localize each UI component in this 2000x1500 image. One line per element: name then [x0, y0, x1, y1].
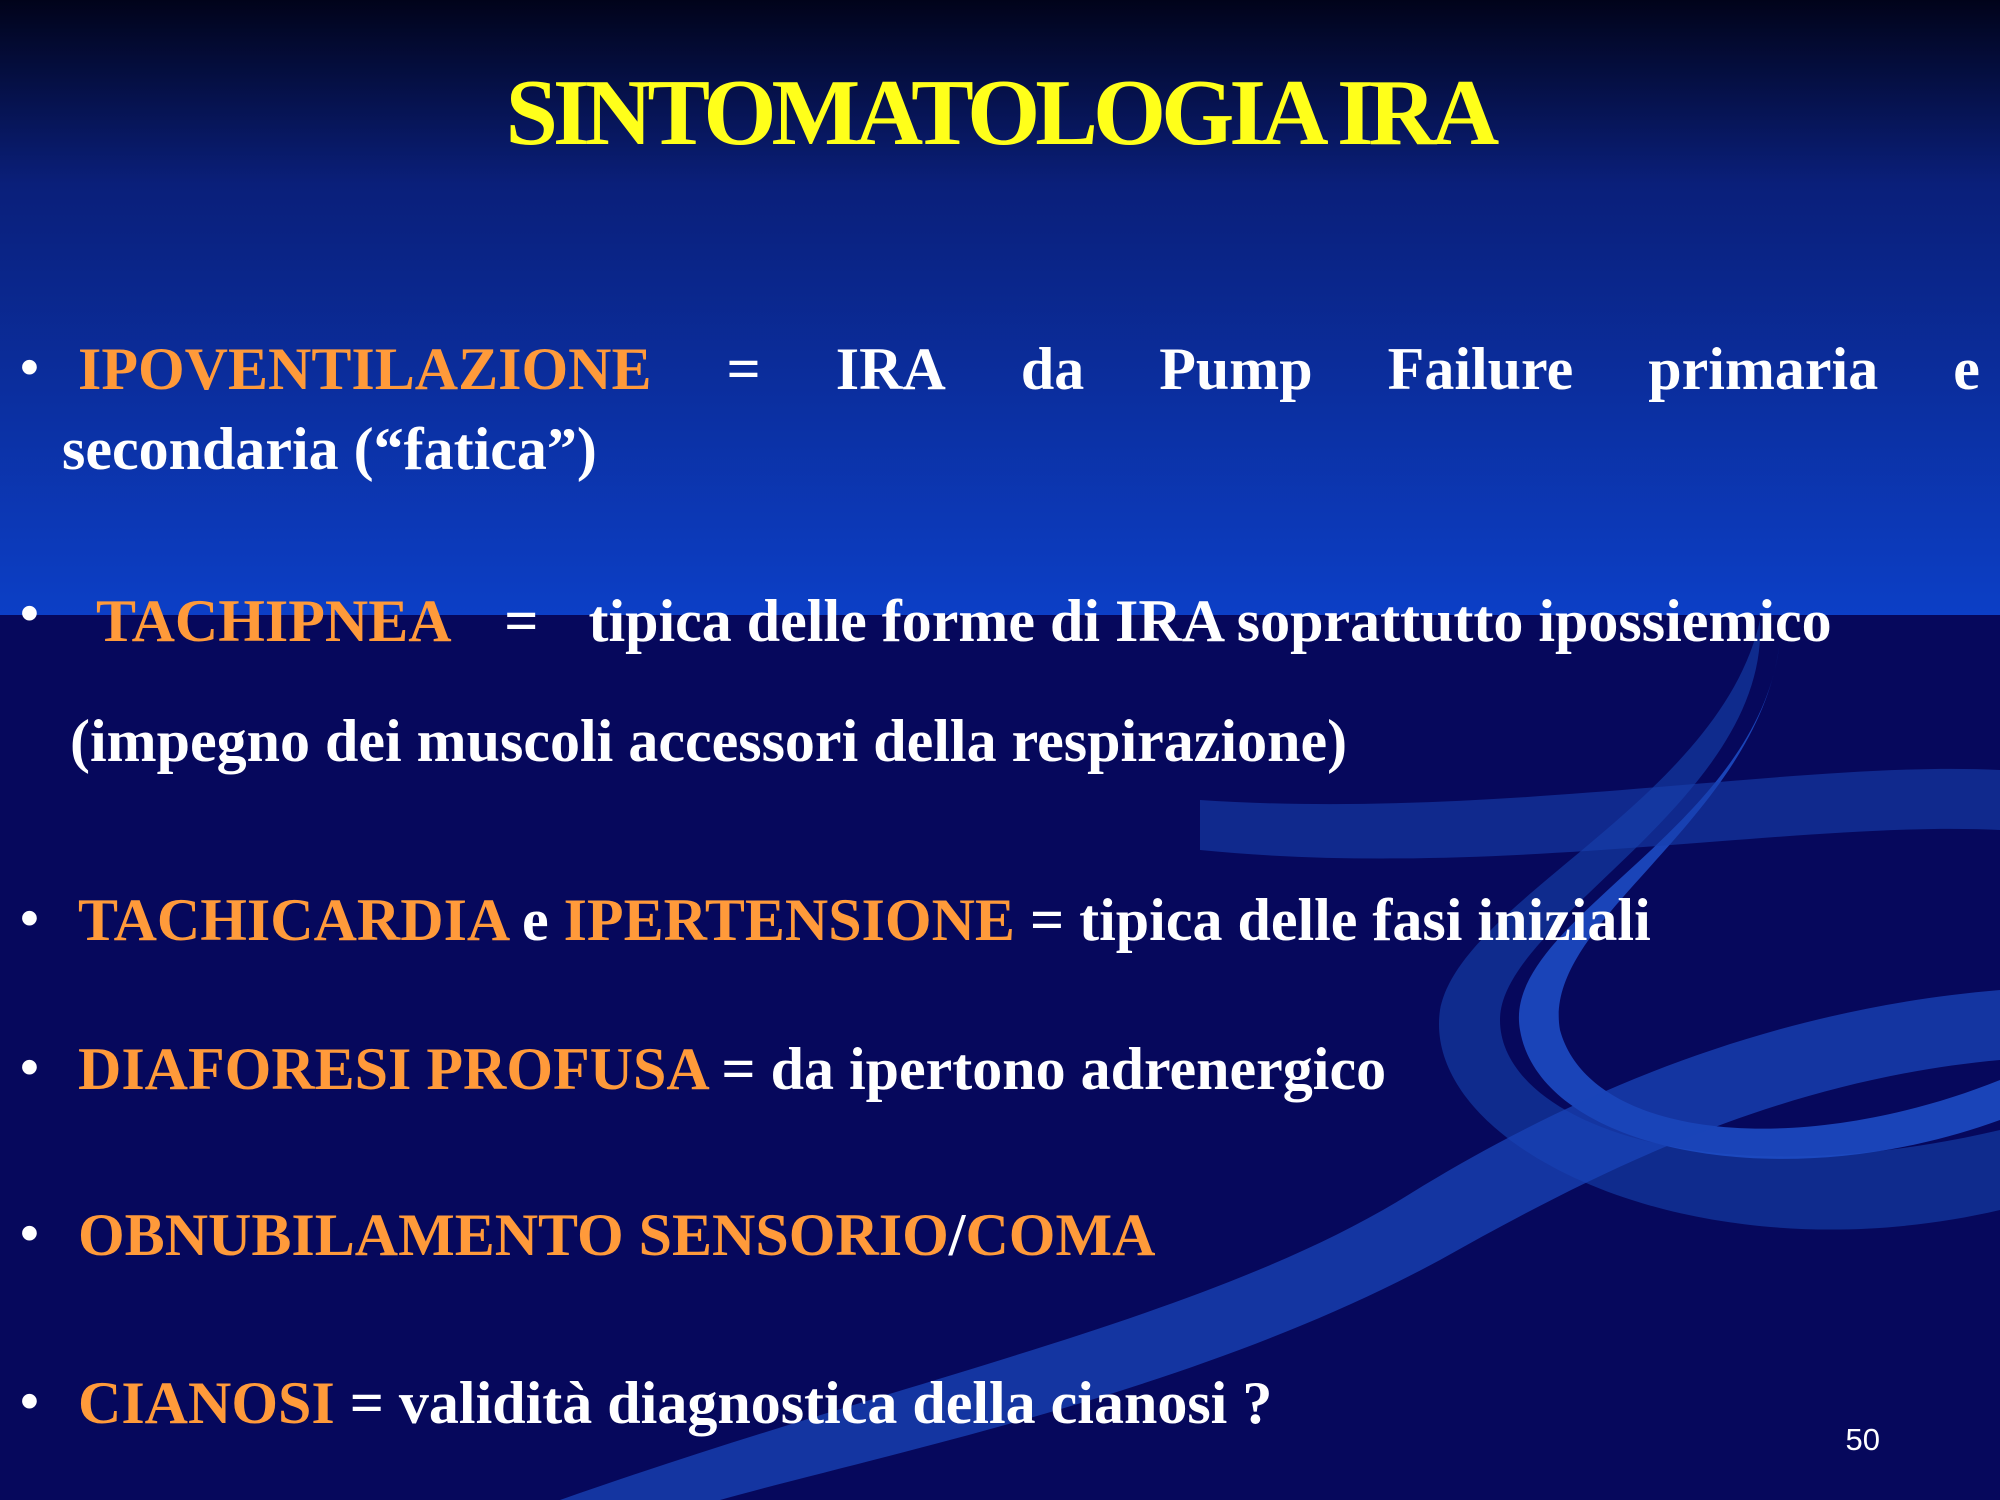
- word: Failure: [1387, 336, 1574, 402]
- bullet-obnubilamento: [0, 1200, 2000, 1280]
- term-cianosi: CIANOSI: [78, 1370, 335, 1436]
- term-obnubilamento-sensorio: OBNUBILAMENTO SENSORIO: [78, 1202, 949, 1268]
- bullet-text: = da ipertono adrenergico: [706, 1036, 1387, 1102]
- bullet-text: = tipica delle fasi iniziali: [1014, 887, 1651, 953]
- conjunction: e: [506, 887, 564, 953]
- bullet-tachipnea: [0, 583, 2000, 786]
- term-ipertensione: IPERTENSIONE: [563, 887, 1015, 953]
- bullet-line-1: [78, 1200, 1155, 1270]
- bullet-line-2: (impegno dei muscoli accessori della respirazione): [70, 708, 1348, 774]
- word: =: [726, 336, 761, 402]
- word: da: [1020, 336, 1085, 402]
- word: IRA: [835, 336, 946, 402]
- bullet-text: = validità diagnostica della cianosi ?: [334, 1370, 1273, 1436]
- page-number: 50: [1845, 1422, 1880, 1457]
- term-tachicardia: TACHICARDIA: [78, 887, 507, 953]
- bullet-cianosi: [0, 1368, 2000, 1448]
- separator: /: [948, 1202, 966, 1268]
- bullet-line-1: [78, 885, 1651, 955]
- bullet-diaforesi: [0, 1034, 2000, 1114]
- word: Pump: [1159, 336, 1313, 402]
- word: primaria: [1648, 336, 1879, 402]
- term-ipoventilazione: IPOVENTILAZIONE: [78, 336, 652, 402]
- bullet-line-1: [78, 1034, 1386, 1104]
- bullet-line-1: [78, 334, 1980, 404]
- bullet-line-1: [96, 586, 1832, 656]
- bullet-dot: •: [20, 1037, 39, 1097]
- bullet-text: tipica delle forme di IRA soprattutto ipossiemico: [588, 588, 1832, 654]
- slide-title: SINTOMATOLOGIA IRA: [505, 61, 1495, 165]
- bullet-dot: •: [20, 583, 39, 643]
- bullet-ipoventilazione: [0, 334, 2000, 494]
- bullet-dot: •: [20, 1203, 39, 1263]
- equals: =: [504, 588, 539, 654]
- bullet-dot: •: [20, 1371, 39, 1431]
- bullet-line-2: secondaria (“fatica”): [62, 416, 597, 482]
- term-tachipnea: TACHIPNEA: [96, 588, 449, 654]
- bullet-line-1: [78, 1368, 1272, 1438]
- bullet-dot: •: [20, 888, 39, 948]
- word: e: [1953, 336, 1980, 402]
- bullet-tachicardia: [0, 885, 2000, 965]
- term-diaforesi-profusa: DIAFORESI PROFUSA: [78, 1036, 707, 1102]
- term-coma: COMA: [965, 1202, 1156, 1268]
- bullet-dot: •: [20, 337, 39, 397]
